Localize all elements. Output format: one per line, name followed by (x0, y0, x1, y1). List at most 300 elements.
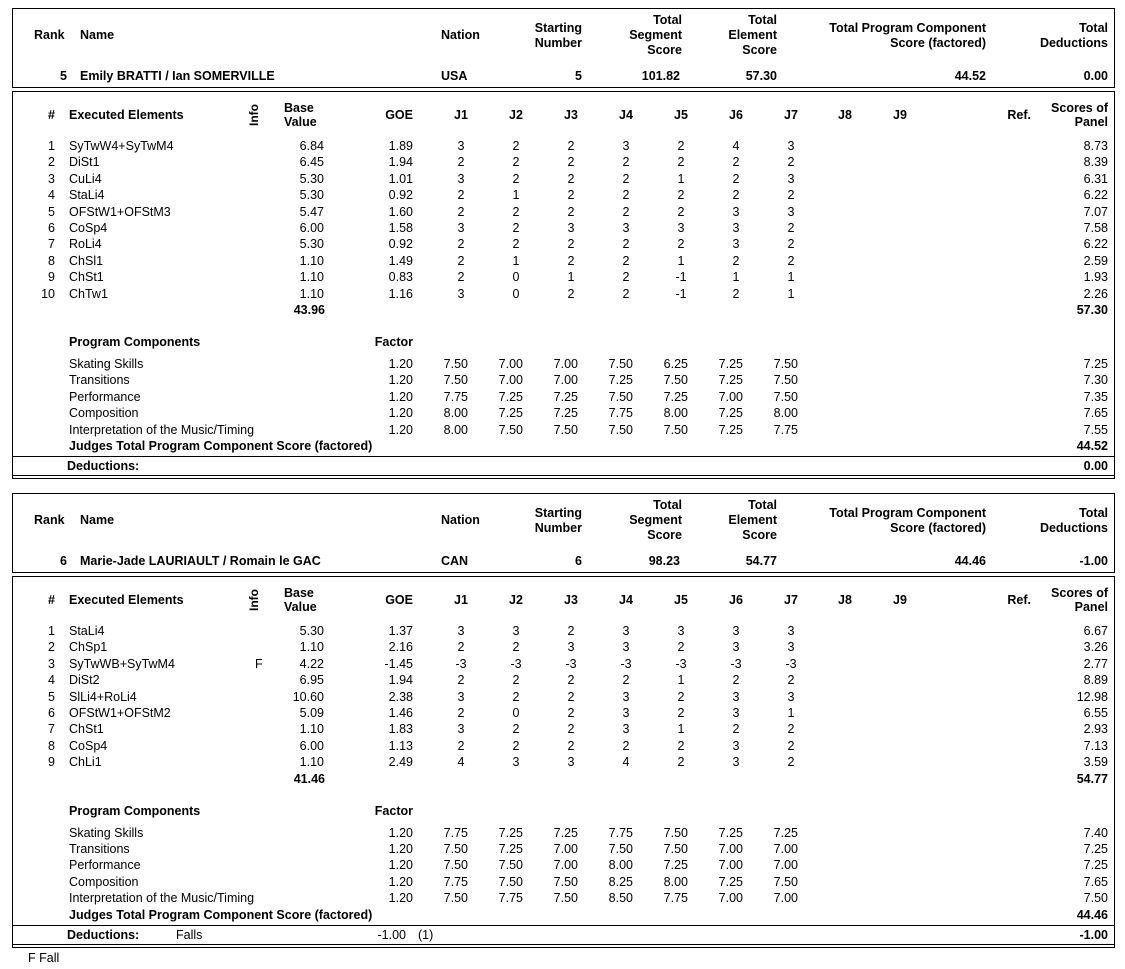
skater2-element-row-3-info: F (255, 656, 263, 671)
skater2-element-row-6-judge-4: 3 (622, 706, 630, 720)
skater2-element-row-3-judge-2: -3 (510, 656, 522, 671)
skater1-tss-header-2: Segment (629, 28, 682, 42)
skater2-element-row-7-name: ChSt1 (69, 722, 104, 737)
skater1-factor-header: Factor (374, 335, 413, 349)
skater1-element-row-9-judge-1: 2 (457, 270, 465, 285)
skater1-judge-header-2: J2 (509, 108, 523, 122)
skater2-element-row-5-judge-2: 2 (512, 689, 520, 704)
skater1-rank-header: Rank (34, 28, 65, 42)
skater1-component-row-5-judge-5: 7.50 (663, 422, 688, 437)
skater2-element-row-7-goe: 1.83 (388, 722, 413, 737)
skater1-element-row-9-number: 9 (48, 270, 55, 285)
skater1-element-row-2-goe: 1.94 (388, 155, 413, 170)
skater2-element-row-5-number: 5 (48, 689, 55, 704)
skater2-component-row-5-panel-score: 7.50 (1083, 891, 1108, 906)
skater2-element-row-9-name: ChLi1 (69, 755, 102, 770)
skater2-component-row-2-judge-3: 7.00 (553, 842, 578, 856)
skater2-element-row-7-base-value: 1.10 (299, 722, 324, 737)
skater1-base-value-header-2: Value (284, 115, 317, 129)
skater1-judge-header-1: J1 (454, 108, 468, 122)
skater1-element-row-1-number: 1 (48, 139, 55, 153)
skater2-tpcs-value: 44.46 (954, 554, 986, 568)
skater2-element-row-2-judge-7: 3 (787, 640, 795, 655)
skater1-element-row-4-judge-6: 2 (732, 188, 740, 203)
skater1-ded-header-2: Deductions (1039, 36, 1108, 50)
skater1-element-row-4-judge-1: 2 (457, 188, 465, 203)
skater1-element-row-9-base-value: 1.10 (299, 270, 324, 285)
skater1-element-row-1-judge-7: 3 (787, 139, 795, 153)
skater2-component-row-1-judge-2: 7.25 (498, 825, 523, 840)
skater1-pcs-total: 44.52 (1076, 439, 1108, 453)
skater2-deductions-count: (1) (418, 927, 434, 942)
skater2-component-row-3-factor: 1.20 (388, 858, 413, 873)
skater2-component-row-1-judge-5: 7.50 (663, 825, 688, 840)
skater2-element-row-6-judge-5: 2 (677, 706, 685, 720)
skater1-element-row-7-base-value: 5.30 (299, 237, 324, 252)
skater2-component-row-1-judge-7: 7.25 (773, 825, 798, 840)
skater1-element-row-4-judge-3: 2 (567, 188, 575, 203)
skater2-base-value-total: 41.46 (293, 771, 325, 786)
skater1-element-row-1-goe: 1.89 (388, 139, 413, 153)
skater1-element-row-1-judge-1: 3 (457, 139, 465, 153)
skater1-element-row-3-judge-1: 3 (457, 171, 465, 186)
skater1-element-row-7-judge-3: 2 (567, 237, 575, 252)
skater1-element-row-5-name: OFStW1+OFStM3 (69, 204, 171, 219)
skater2-ded-value: -1.00 (1079, 554, 1108, 568)
skater1-element-row-1-judge-2: 2 (512, 139, 520, 153)
skater1-element-row-8-judge-4: 2 (622, 253, 630, 268)
skater2-element-row-2-judge-2: 2 (512, 640, 520, 655)
skater1-component-row-3-judge-6: 7.00 (718, 389, 743, 404)
skater2-info-header: Info (247, 589, 261, 611)
skater2-element-row-9-base-value: 1.10 (299, 755, 324, 770)
skater2-element-row-8-judge-7: 2 (787, 738, 795, 753)
skater2-element-row-6-judge-2: 0 (512, 706, 520, 720)
skater1-element-row-6-panel-score: 7.58 (1083, 221, 1108, 235)
skater2-component-row-1-name: Skating Skills (69, 825, 144, 840)
skater2-element-row-9-judge-7: 2 (787, 755, 795, 770)
skater2-elements-header: Executed Elements (69, 593, 184, 607)
skater2-element-row-4-judge-3: 2 (567, 673, 575, 688)
skater1-goe-header: GOE (385, 108, 413, 122)
skater2-goe-header: GOE (385, 593, 413, 607)
skater2-component-row-1-judge-6: 7.25 (718, 825, 743, 840)
skater2-element-row-3-judge-7: -3 (785, 656, 797, 671)
skater1-element-row-5-judge-5: 2 (677, 204, 685, 219)
skater2-element-row-1-judge-7: 3 (787, 624, 795, 638)
skater2-component-row-5-factor: 1.20 (388, 891, 413, 906)
skater1-element-row-6-judge-4: 3 (622, 221, 630, 235)
skater1-component-row-2-factor: 1.20 (388, 373, 413, 388)
skater2-element-row-1-judge-4: 3 (622, 624, 630, 638)
skater1-element-row-4-judge-7: 2 (787, 188, 795, 203)
skater2-component-row-5-judge-3: 7.50 (553, 891, 578, 906)
skater1-component-row-2-judge-2: 7.00 (498, 373, 523, 388)
skater2-element-row-1-name: StaLi4 (69, 624, 105, 638)
skater2-factor-header: Factor (374, 803, 413, 818)
skater2-element-row-9-judge-4: 4 (622, 755, 630, 770)
skater1-element-row-8-judge-7: 2 (787, 253, 795, 268)
skater1-element-row-10-judge-1: 3 (457, 286, 465, 301)
skater2-judge-header-5: J5 (674, 593, 688, 607)
skater1-skater-name: Emily BRATTI / Ian SOMERVILLE (80, 69, 275, 83)
skater2-tss-header-3: Score (647, 528, 682, 542)
skater2-element-row-4-goe: 1.94 (388, 673, 413, 688)
skater1-element-row-7-judge-7: 2 (787, 237, 795, 252)
skater2-element-row-6-base-value: 5.09 (299, 706, 324, 720)
skater2-element-row-6-judge-3: 2 (567, 706, 575, 720)
skater1-element-row-2-number: 2 (48, 155, 55, 170)
skater1-element-row-5-judge-4: 2 (622, 204, 630, 219)
skater1-nation-header: Nation (441, 28, 480, 42)
skater1-element-row-6-base-value: 6.00 (299, 221, 324, 235)
skater1-name-header: Name (80, 28, 115, 42)
skater2-component-row-2-judge-1: 7.50 (443, 842, 468, 856)
skater2-tes-header-2: Element (728, 513, 777, 527)
skater2-name-header: Name (80, 513, 115, 527)
skater1-element-row-9-judge-7: 1 (787, 270, 795, 285)
skater1-element-row-2-judge-5: 2 (677, 155, 685, 170)
skater2-element-row-7-number: 7 (48, 722, 55, 737)
skater1-component-row-1-judge-5: 6.25 (663, 357, 688, 371)
footnote-fall: F Fall (28, 950, 60, 965)
skater2-component-row-3-judge-5: 7.25 (663, 858, 688, 873)
skater1-element-row-10-judge-2: 0 (512, 286, 520, 301)
skater1-element-row-3-panel-score: 6.31 (1083, 171, 1108, 186)
skater1-element-row-2-judge-4: 2 (622, 155, 630, 170)
skater2-element-row-2-goe: 2.16 (388, 640, 413, 655)
skater2-element-row-7-judge-1: 3 (457, 722, 465, 737)
skater2-element-row-2-panel-score: 3.26 (1083, 640, 1108, 655)
skater1-component-row-4-judge-6: 7.25 (718, 406, 743, 421)
skater2-component-row-4-factor: 1.20 (388, 874, 413, 889)
skater2-element-row-6-judge-7: 1 (787, 706, 795, 720)
skater1-component-row-1-factor: 1.20 (388, 357, 413, 371)
skater1-element-row-1-judge-3: 2 (567, 139, 575, 153)
skater1-element-row-10-judge-3: 2 (567, 286, 575, 301)
skater1-element-row-2-judge-6: 2 (732, 155, 740, 170)
skater1-judge-header-6: J6 (729, 108, 743, 122)
skater2-component-row-3-panel-score: 7.25 (1083, 858, 1108, 873)
skater2-tes-header-3: Score (742, 528, 777, 542)
skater1-deductions-total: 0.00 (1083, 459, 1108, 473)
skater1-element-row-7-judge-6: 3 (732, 237, 740, 252)
skater2-element-row-9-judge-6: 3 (732, 755, 740, 770)
skater2-element-row-2-judge-5: 2 (677, 640, 685, 655)
skater2-element-row-1-number: 1 (48, 624, 55, 638)
skater1-element-row-1-judge-5: 2 (677, 139, 685, 153)
skater1-component-row-5-judge-1: 8.00 (443, 422, 468, 437)
skater2-component-row-3-judge-6: 7.00 (718, 858, 743, 873)
skater2-judge-header-9: J9 (893, 593, 907, 607)
skater2-component-row-2-judge-4: 7.50 (608, 842, 633, 856)
skater2-ded-header-1: Total (1079, 506, 1108, 520)
skater1-base-value-header-1: Base (284, 101, 314, 115)
skater1-element-row-9-judge-5: -1 (675, 270, 687, 285)
skater2-element-row-3-judge-6: -3 (730, 656, 742, 671)
skater1-component-row-5-judge-6: 7.25 (718, 422, 743, 437)
skater2-component-row-5-judge-1: 7.50 (443, 891, 468, 906)
skater1-element-row-3-judge-2: 2 (512, 171, 520, 186)
skater2-element-row-4-judge-1: 2 (457, 673, 465, 688)
skater2-tss-value: 98.23 (648, 554, 680, 568)
skater1-element-row-6-goe: 1.58 (388, 221, 413, 235)
skater2-element-row-1-judge-2: 3 (512, 624, 520, 638)
skater1-element-row-2-base-value: 6.45 (299, 155, 324, 170)
skater1-element-row-8-base-value: 1.10 (299, 253, 324, 268)
skater2-component-row-1-judge-3: 7.25 (553, 825, 578, 840)
skater2-component-row-2-panel-score: 7.25 (1083, 842, 1108, 856)
skater1-element-row-9-goe: 0.83 (388, 270, 413, 285)
skater2-element-row-6-goe: 1.46 (388, 706, 413, 720)
skater1-judge-header-9: J9 (893, 108, 907, 122)
skater2-component-row-4-panel-score: 7.65 (1083, 874, 1108, 889)
skater2-component-row-2-factor: 1.20 (388, 842, 413, 856)
skater1-component-row-1-name: Skating Skills (69, 357, 144, 371)
skater1-element-row-8-judge-2: 1 (512, 253, 520, 268)
skater1-component-row-5-judge-3: 7.50 (553, 422, 578, 437)
skater2-element-row-5-base-value: 10.60 (292, 689, 324, 704)
skater2-element-row-7-panel-score: 2.93 (1083, 722, 1108, 737)
skater1-element-row-10-judge-5: -1 (675, 286, 687, 301)
skater1-element-row-10-judge-6: 2 (732, 286, 740, 301)
skater1-component-row-4-factor: 1.20 (388, 406, 413, 421)
skater1-element-row-2-judge-3: 2 (567, 155, 575, 170)
skater2-element-row-5-judge-6: 3 (732, 689, 740, 704)
skater2-component-row-4-judge-1: 7.75 (443, 874, 468, 889)
skater2-component-row-2-judge-6: 7.00 (718, 842, 743, 856)
skater2-starting-number-header-1: Starting (534, 506, 582, 520)
skater2-nation-value: CAN (441, 554, 469, 568)
skater1-element-row-10-base-value: 1.10 (299, 286, 324, 301)
skater2-tss-header-2: Segment (629, 513, 682, 527)
skater1-component-row-5-judge-7: 7.75 (773, 422, 798, 437)
skater2-component-row-2-judge-7: 7.00 (773, 842, 798, 856)
skater1-element-row-5-judge-7: 3 (787, 204, 795, 219)
skater1-element-row-8-judge-6: 2 (732, 253, 740, 268)
skater2-element-row-6-name: OFStW1+OFStM2 (69, 706, 171, 720)
skater1-element-row-3-judge-3: 2 (567, 171, 575, 186)
skater1-component-row-3-factor: 1.20 (388, 389, 413, 404)
skater1-element-row-10-judge-7: 1 (787, 286, 795, 301)
skater1-component-row-1-judge-3: 7.00 (553, 357, 578, 371)
skater2-element-row-7-judge-7: 2 (787, 722, 795, 737)
skater1-component-row-2-judge-1: 7.50 (443, 373, 468, 388)
skater2-element-row-4-base-value: 6.95 (299, 673, 324, 688)
skater1-element-row-4-name: StaLi4 (69, 188, 105, 203)
skater2-element-row-2-number: 2 (48, 640, 55, 655)
skater1-component-row-2-panel-score: 7.30 (1083, 373, 1108, 388)
skater2-element-row-8-judge-5: 2 (677, 738, 685, 753)
skater1-component-row-2-judge-4: 7.25 (608, 373, 633, 388)
skater2-scores-header-2: Panel (1074, 600, 1108, 614)
skater2-pcs-total: 44.46 (1076, 907, 1108, 922)
skater1-tss-value: 101.82 (641, 69, 680, 83)
skater1-element-row-6-judge-7: 2 (787, 221, 795, 235)
skater1-component-row-2-judge-6: 7.25 (718, 373, 743, 388)
skater2-element-row-1-judge-1: 3 (457, 624, 465, 638)
skater1-component-row-4-judge-1: 8.00 (443, 406, 468, 421)
skater2-ded-header-2: Deductions (1039, 521, 1108, 535)
skater2-element-row-9-panel-score: 3.59 (1083, 755, 1108, 770)
skater2-element-row-3-name: SyTwWB+SyTwM4 (69, 656, 175, 671)
skater1-starting-number-header-1: Starting (534, 21, 582, 35)
skater2-element-row-5-judge-7: 3 (787, 689, 795, 704)
skater2-element-row-4-judge-6: 2 (732, 673, 740, 688)
skater2-element-row-8-number: 8 (48, 738, 55, 753)
skater2-element-row-3-base-value: 4.22 (299, 656, 324, 671)
skater2-element-row-2-judge-6: 3 (732, 640, 740, 655)
skater1-ref-header: Ref. (1007, 108, 1031, 122)
skater2-element-row-1-base-value: 5.30 (299, 624, 324, 638)
skater2-component-row-2-judge-5: 7.50 (663, 842, 688, 856)
skater1-component-row-4-judge-3: 7.25 (553, 406, 578, 421)
skater2-component-row-4-judge-4: 8.25 (608, 874, 633, 889)
skater2-judge-header-8: J8 (838, 593, 852, 607)
skater2-element-row-8-judge-4: 2 (622, 738, 630, 753)
skater1-judges-total-label: Judges Total Program Component Score (factored) (69, 439, 373, 453)
skater2-element-row-8-judge-3: 2 (567, 738, 575, 753)
skater2-element-row-5-panel-score: 12.98 (1076, 689, 1108, 704)
skater1-element-row-1-judge-6: 4 (732, 139, 740, 153)
skater2-component-row-1-judge-4: 7.75 (608, 825, 633, 840)
skater2-component-row-5-judge-4: 8.50 (608, 891, 633, 906)
skater1-element-row-7-judge-4: 2 (622, 237, 630, 252)
skater2-element-row-2-name: ChSp1 (69, 640, 108, 655)
skater2-element-row-6-judge-1: 2 (457, 706, 465, 720)
skater1-element-row-1-judge-4: 3 (622, 139, 630, 153)
skater1-element-row-4-panel-score: 6.22 (1083, 188, 1108, 203)
skater2-element-row-4-number: 4 (48, 673, 55, 688)
skater1-tes-value: 57.30 (745, 69, 777, 83)
skater2-base-value-header-1: Base (284, 586, 314, 600)
skater2-element-row-8-goe: 1.13 (388, 738, 413, 753)
skater1-element-row-8-name: ChSl1 (69, 253, 104, 268)
skater2-element-row-9-judge-5: 2 (677, 755, 685, 770)
skater1-starting-number-value: 5 (575, 69, 582, 83)
skater1-element-row-2-panel-score: 8.39 (1083, 155, 1108, 170)
skater1-element-row-8-panel-score: 2.59 (1083, 253, 1108, 268)
skater2-element-row-9-judge-1: 4 (457, 755, 465, 770)
skater2-element-row-3-panel-score: 2.77 (1083, 656, 1108, 671)
skater1-element-row-2-judge-1: 2 (457, 155, 465, 170)
skater1-element-row-4-judge-2: 1 (512, 188, 520, 203)
skater2-deductions-detail: Falls (176, 927, 203, 942)
skater1-element-row-1-name: SyTwW4+SyTwM4 (69, 139, 174, 153)
skater2-element-row-1-judge-6: 3 (732, 624, 740, 638)
skater2-element-row-4-judge-4: 2 (622, 673, 630, 688)
skater2-element-row-9-judge-3: 3 (567, 755, 575, 770)
skater2-component-row-1-factor: 1.20 (388, 825, 413, 840)
skater2-judge-header-4: J4 (619, 593, 633, 607)
skater1-element-row-3-number: 3 (48, 171, 55, 186)
skater1-components-header: Program Components (69, 335, 201, 349)
skater1-tss-header-3: Score (647, 43, 682, 57)
skater2-element-row-6-number: 6 (48, 706, 55, 720)
skater2-element-row-2-judge-1: 2 (457, 640, 465, 655)
skater1-element-row-6-number: 6 (48, 221, 55, 235)
skater1-element-row-2-judge-2: 2 (512, 155, 520, 170)
skater1-element-row-6-name: CoSp4 (69, 221, 108, 235)
skater1-element-row-5-judge-1: 2 (457, 204, 465, 219)
skater1-component-row-3-name: Performance (69, 389, 141, 404)
skater1-element-row-5-number: 5 (48, 204, 55, 219)
skater1-element-row-4-number: 4 (48, 188, 55, 203)
skater1-component-row-3-judge-7: 7.50 (773, 389, 798, 404)
skater1-scores-header-2: Panel (1074, 115, 1108, 129)
skater1-component-row-4-judge-7: 8.00 (773, 406, 798, 421)
skater2-judge-header-6: J6 (729, 593, 743, 607)
skater2-component-row-4-judge-5: 8.00 (663, 874, 688, 889)
skater1-component-row-1-judge-4: 7.50 (608, 357, 633, 371)
skater1-element-row-5-panel-score: 7.07 (1083, 204, 1108, 219)
skater1-element-row-6-judge-2: 2 (512, 221, 520, 235)
skater1-element-row-4-goe: 0.92 (388, 188, 413, 203)
skater1-element-row-9-panel-score: 1.93 (1083, 270, 1108, 285)
skater1-element-row-4-base-value: 5.30 (299, 188, 324, 203)
skater1-nation-value: USA (441, 69, 468, 83)
skater1-element-row-5-goe: 1.60 (388, 204, 413, 219)
skater1-info-header: Info (247, 104, 261, 126)
skater1-tpcs-header-1: Total Program Component (829, 21, 986, 35)
skater2-element-row-1-judge-5: 3 (677, 624, 685, 638)
skater1-element-row-3-base-value: 5.30 (299, 171, 324, 186)
skater1-component-row-5-name: Interpretation of the Music/Timing (69, 422, 255, 437)
skater2-element-row-5-judge-4: 3 (622, 689, 630, 704)
skater2-element-row-4-judge-5: 1 (677, 673, 685, 688)
skater2-element-row-7-judge-2: 2 (512, 722, 520, 737)
skater2-ref-header: Ref. (1007, 593, 1031, 607)
skater1-judge-header-4: J4 (619, 108, 633, 122)
skater2-component-row-1-judge-1: 7.75 (443, 825, 468, 840)
skater1-element-row-8-judge-3: 2 (567, 253, 575, 268)
skater1-element-row-9-judge-6: 1 (732, 270, 740, 285)
skater2-component-row-5-judge-6: 7.00 (718, 891, 743, 906)
skater1-tes-header-3: Score (742, 43, 777, 57)
skater1-judge-header-3: J3 (564, 108, 578, 122)
skater2-element-row-7-judge-3: 2 (567, 722, 575, 737)
skater2-deductions-total: -1.00 (1079, 927, 1108, 942)
skater2-nation-header: Nation (441, 513, 480, 527)
skater2-component-row-4-judge-2: 7.50 (498, 874, 523, 889)
skater1-ded-header-1: Total (1079, 21, 1108, 35)
skater1-component-row-3-panel-score: 7.35 (1083, 389, 1108, 404)
skater2-component-row-4-judge-6: 7.25 (718, 874, 743, 889)
skater1-element-row-9-judge-2: 0 (512, 270, 520, 285)
skater2-components-header: Program Components (69, 803, 201, 818)
skater2-element-row-9-judge-2: 3 (512, 755, 520, 770)
skater1-component-row-3-judge-5: 7.25 (663, 389, 688, 404)
skater2-component-row-3-judge-2: 7.50 (498, 858, 523, 873)
skater2-element-row-3-judge-3: -3 (565, 656, 577, 671)
skater2-element-row-8-judge-1: 2 (457, 738, 465, 753)
skater1-element-row-10-number: 10 (41, 286, 55, 301)
skater2-starting-number-value: 6 (575, 554, 582, 568)
skater2-element-row-1-judge-3: 2 (567, 624, 575, 638)
skater2-judge-header-7: J7 (784, 593, 798, 607)
skater1-deductions-box (12, 456, 1115, 476)
skater1-element-row-7-panel-score: 6.22 (1083, 237, 1108, 252)
skater1-component-row-5-judge-2: 7.50 (498, 422, 523, 437)
skater1-component-row-1-judge-1: 7.50 (443, 357, 468, 371)
skater1-component-row-3-judge-4: 7.50 (608, 389, 633, 404)
skater2-element-row-5-goe: 2.38 (388, 689, 413, 704)
skater1-element-row-1-panel-score: 8.73 (1083, 139, 1108, 153)
skater2-component-row-5-name: Interpretation of the Music/Timing (69, 891, 255, 906)
skater2-element-row-4-panel-score: 8.89 (1083, 673, 1108, 688)
skater1-element-row-7-judge-5: 2 (677, 237, 685, 252)
skater2-element-row-7-judge-4: 3 (622, 722, 630, 737)
